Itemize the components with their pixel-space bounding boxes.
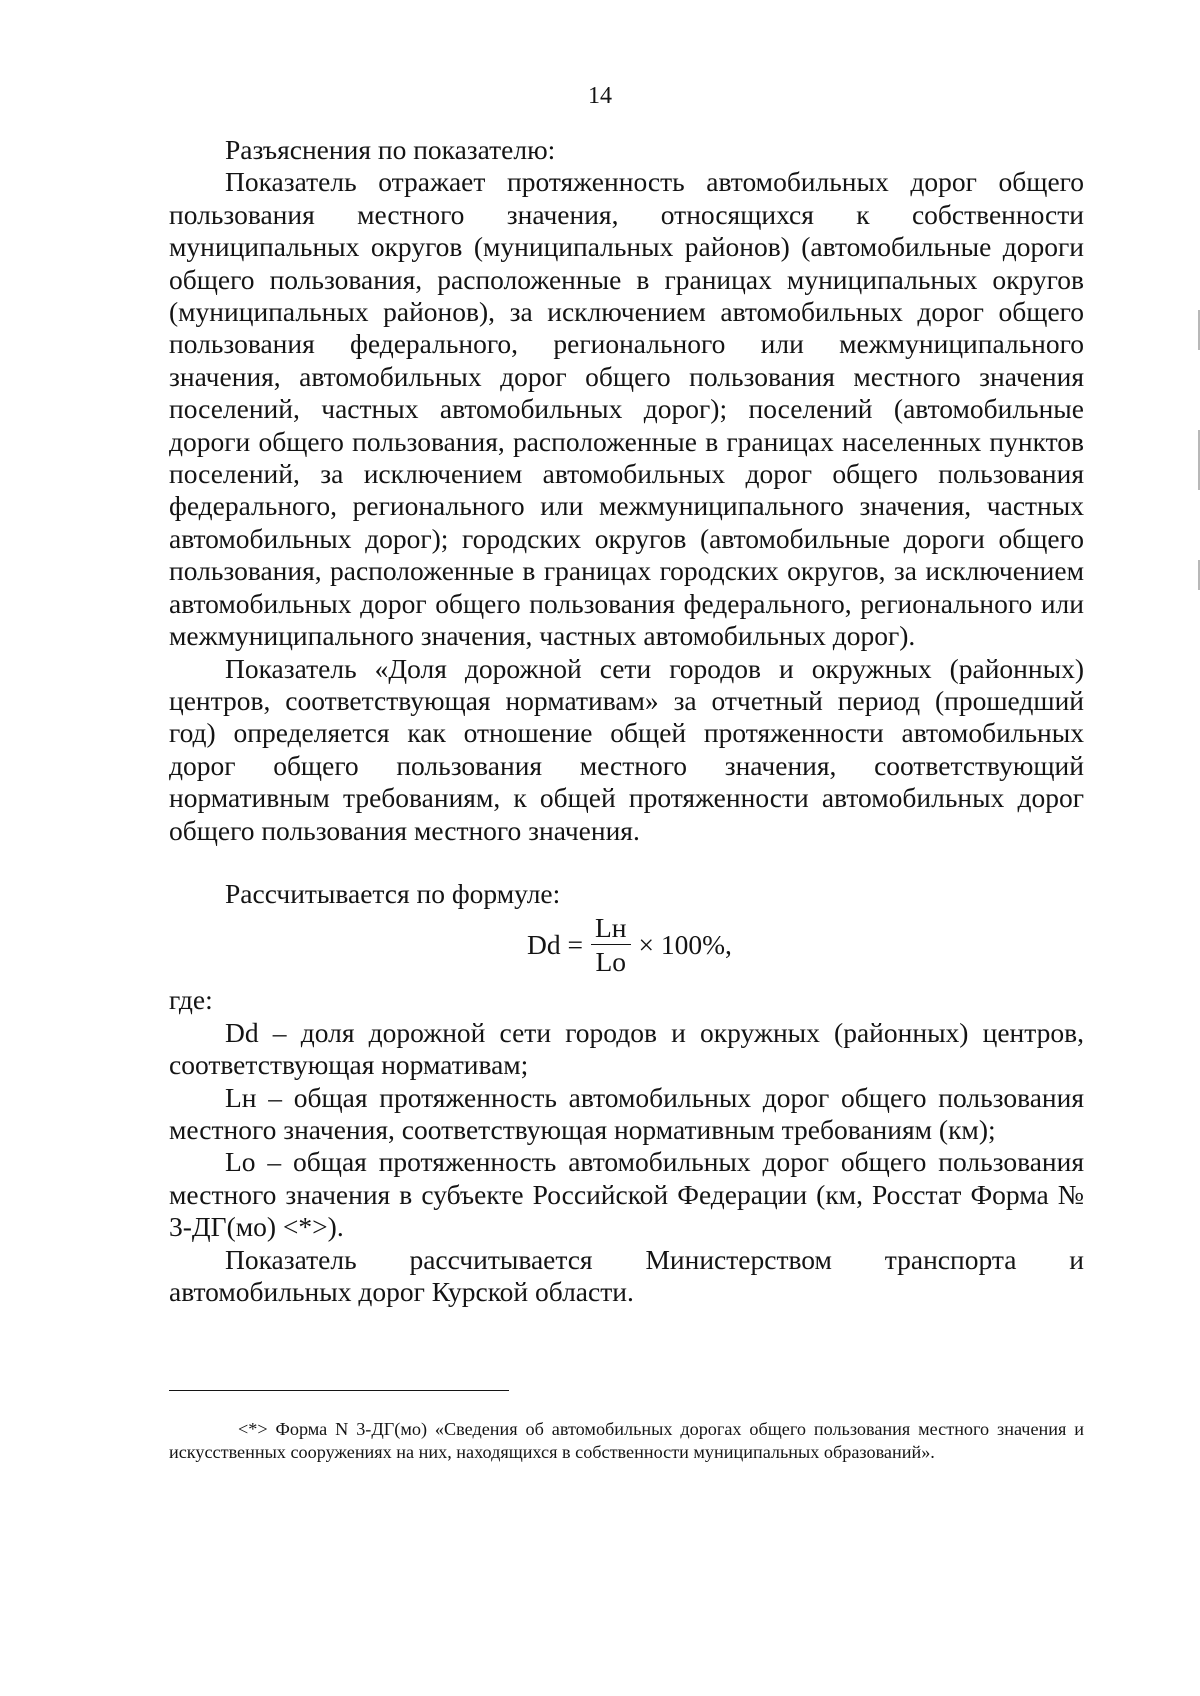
formula-denominator: Lo [595, 946, 627, 978]
formula-fraction [591, 913, 631, 977]
formula-lhs: Dd = [527, 929, 583, 961]
formula-rhs: × 100%, [638, 929, 732, 961]
responsible-ministry-line-2: автомобильных дорог Курской области. [169, 1276, 634, 1307]
formula-numerator: Lн [591, 913, 631, 945]
definition-dd: Dd – доля дорожной сети городов и окружных (районных) центров, соответствующая нормативам; [169, 1016, 1084, 1081]
formula [527, 908, 732, 982]
definition-ln: Lн – общая протяженность автомобильных дорог общего пользования местного значения, соответствующая нормативным требованиям (км); [169, 1081, 1084, 1145]
responsible-ministry-line-1: Показатель рассчитывается Министерством транспорта и [225, 1243, 1084, 1275]
footnote-separator [169, 1390, 509, 1391]
where-label: где: [169, 984, 213, 1016]
footnote: <*> Форма N 3-ДГ(мо) «Сведения об автомобильных дорогах общего пользования местного значения и искусственных сооружениях на них, находящихся в собственности муниципальных образований». [169, 1419, 1084, 1462]
paragraph-indicator-calculation: Показатель «Доля дорожной сети городов и окружных (районных) центров, соответствующая нормативам» за отчетный период (прошедший год) определяется как отношение общей протяженности автомобильных дорог общего пользования местного значения, соответствующий нормативным требованиям, к общей протяженности автомобильных дорог общего пользования местного значения. [169, 652, 1084, 846]
intro-heading: Разъяснения по показателю: [225, 134, 556, 165]
formula-block [169, 910, 1084, 984]
document-body [169, 134, 1084, 1308]
formula-intro: Рассчитывается по формуле: [225, 877, 561, 909]
spacer [169, 847, 1084, 878]
page-number: 14 [588, 83, 612, 109]
paragraph-indicator-description: Показатель отражает протяженность автомобильных дорог общего пользования местного значения, относящихся к собственности муниципальных округов (муниципальных районов) (автомобильные дороги общего пользования, расположенные в границах муниципальных округов (муниципальных районов), за исключением автомобильных дорог общего пользования федерального, регионального или межмуниципального значения, автомобильных дорог общего пользования местного значения поселений, частных автомобильных дорог); поселений (автомобильные дороги общего пользования, расположенные в границах населенных пунктов поселений, за исключением автомобильных дорог общего пользования федерального, регионального или межмуниципального значения, частных автомобильных дорог); городских округов (автомобильные дороги общего пользования, расположенные в границах городских округов, за исключением автомобильных дорог общего пользования федерального, регионального или межмуниципального значения, частных автомобильных дорог). [169, 166, 1084, 652]
definition-lo: Lo – общая протяженность автомобильных дорог общего пользования местного значения в субъекте Российской Федерации (км, Росстат Форма № 3-ДГ(мо) <*>). [169, 1146, 1084, 1243]
